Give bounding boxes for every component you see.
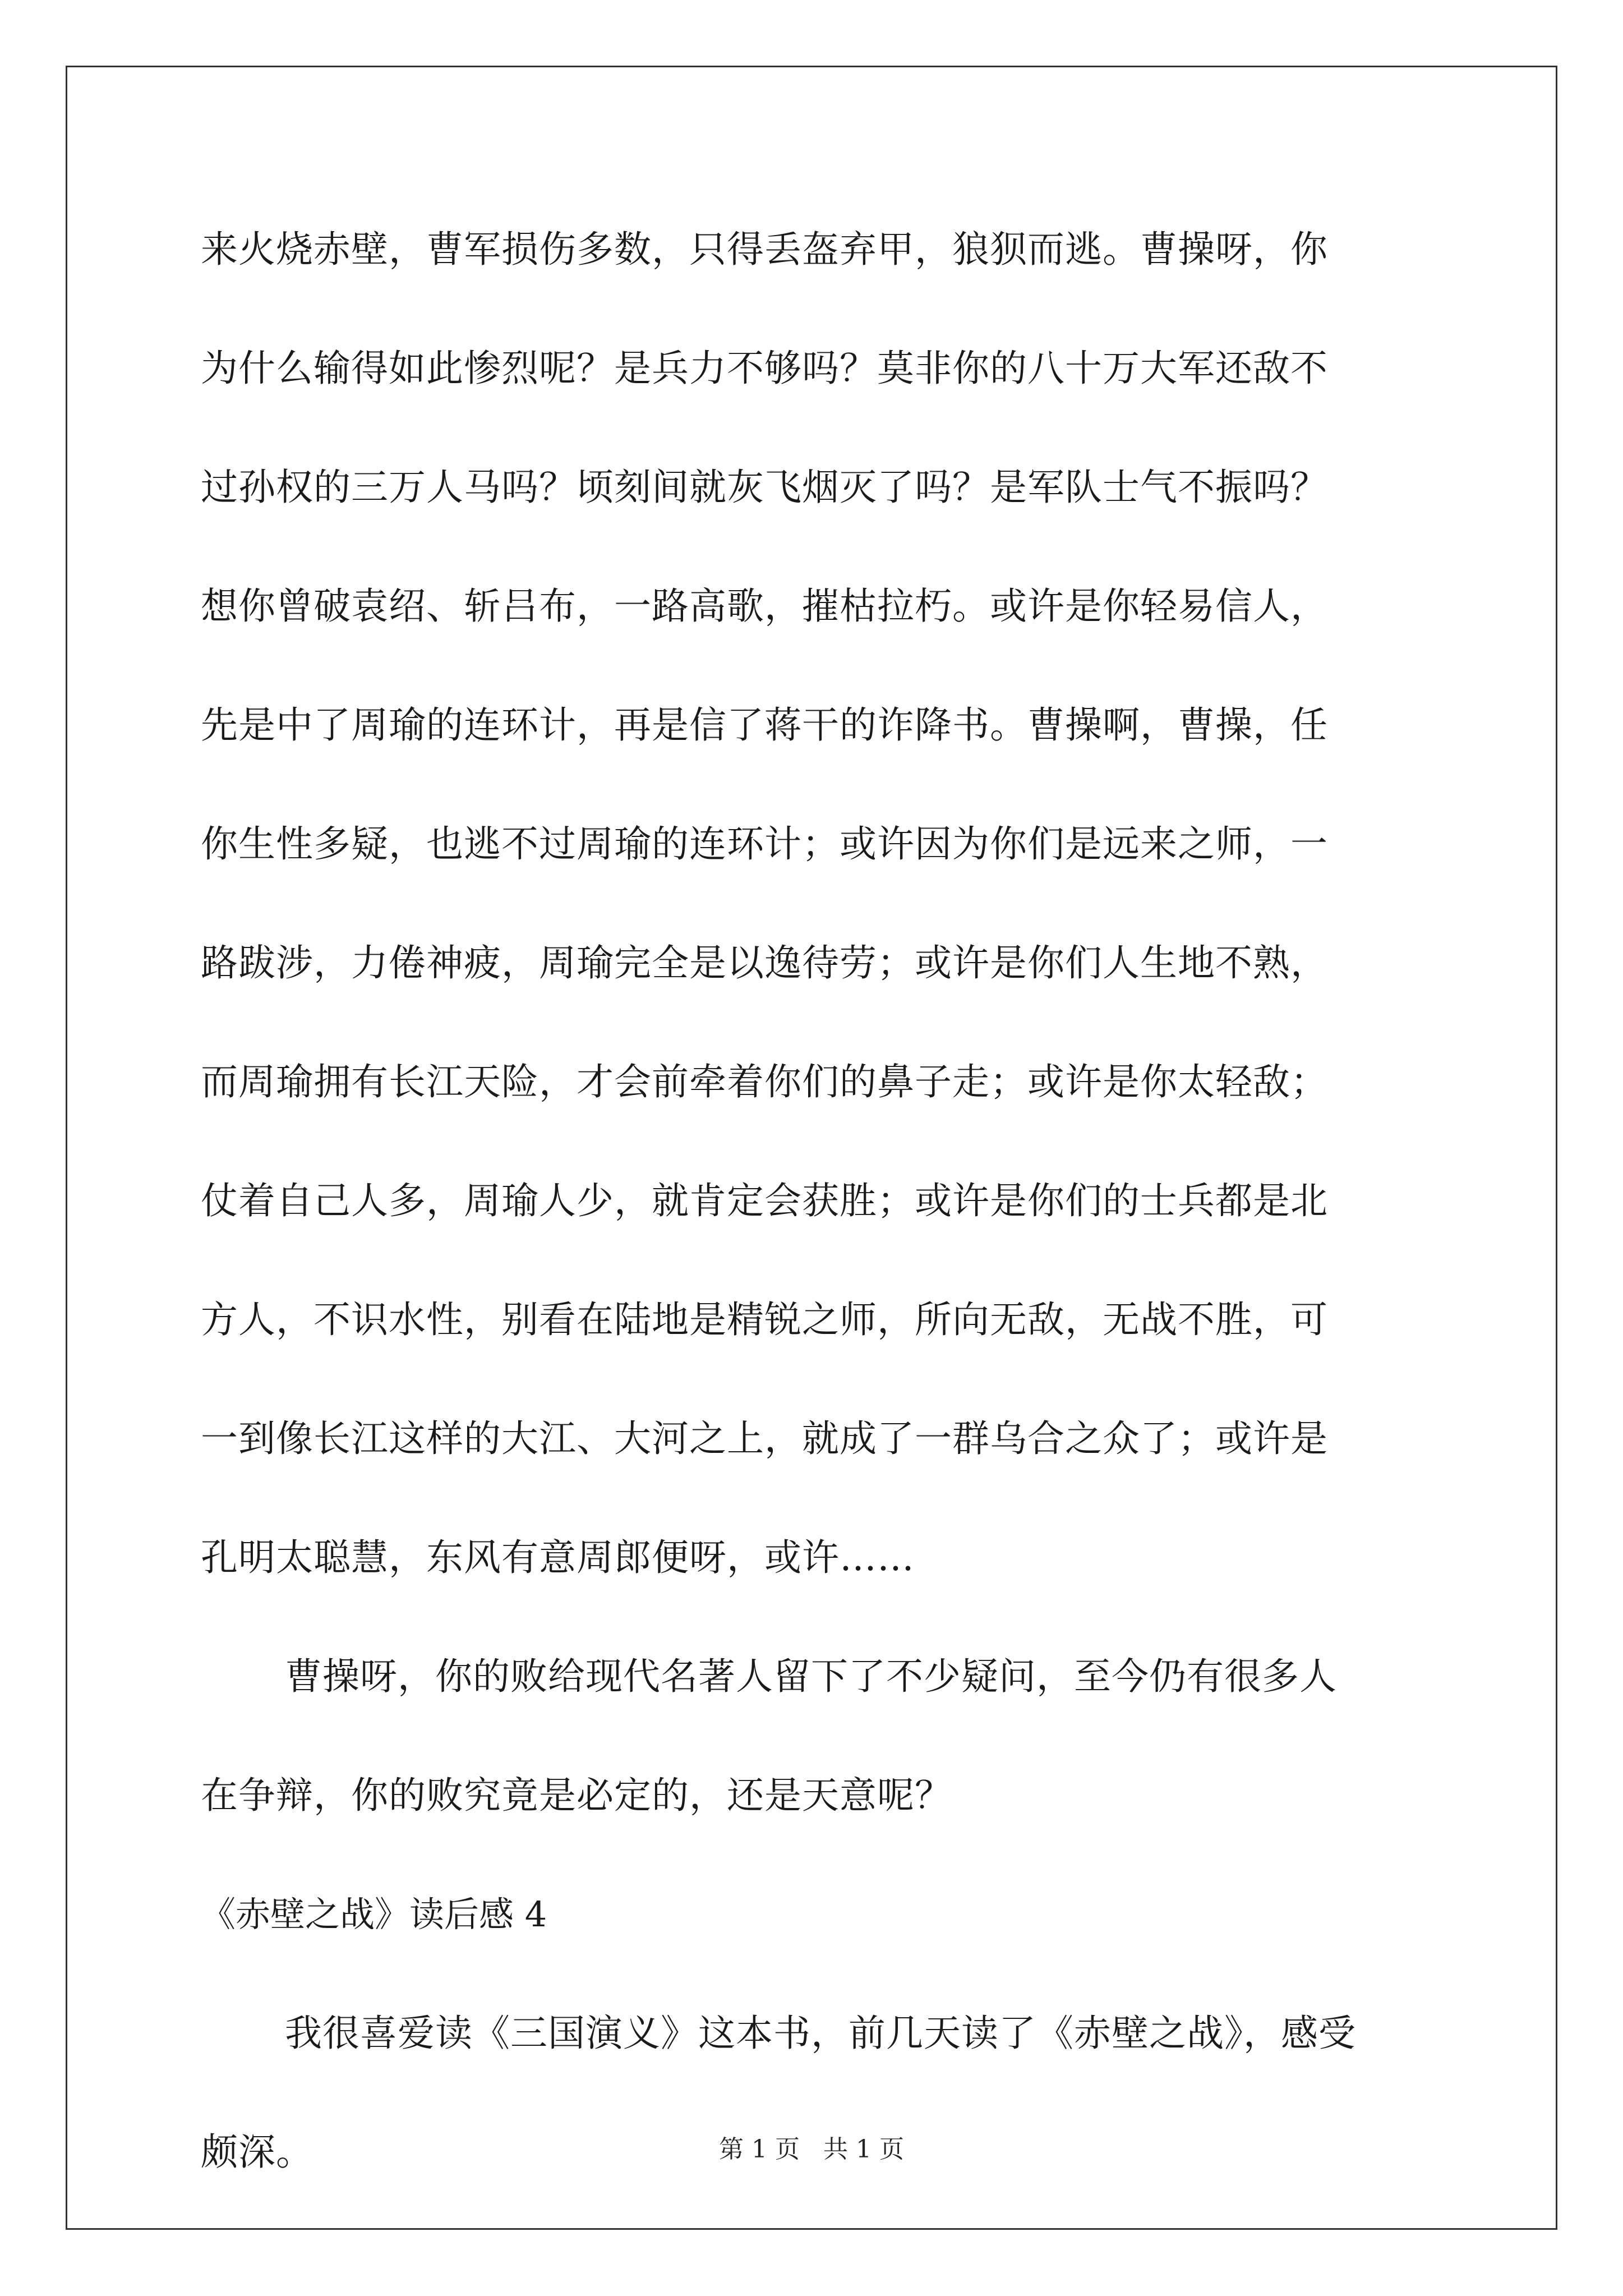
document-body	[201, 213, 1435, 2235]
page-number-footer: 第 1 页 共 1 页	[719, 2135, 904, 2164]
paragraph-first-line: 曹操呀，你的败给现代名著人留下了不少疑问，至今仍有很多人	[285, 1655, 1337, 1698]
body-line: 先是中了周瑜的连环计，再是信了蒋干的诈降书。曹操啊，曹操，任	[201, 703, 1328, 747]
body-line: 想你曾破袁绍、斩吕布，一路高歌，摧枯拉朽。或许是你轻易信人，	[201, 585, 1328, 628]
body-line: 在争辩，你的败究竟是必定的，还是天意呢？	[201, 1774, 952, 1817]
body-line: 为什么输得如此惨烈呢？是兵力不够吗？莫非你的八十万大军还敌不	[201, 347, 1328, 390]
body-line: 路跋涉，力倦神疲，周瑜完全是以逸待劳；或许是你们人生地不熟，	[201, 941, 1328, 984]
body-line: 过孙权的三万人马吗？顷刻间就灰飞烟灭了吗？是军队士气不振吗？	[201, 466, 1328, 509]
paragraph-first-line: 我很喜爱读《三国演义》这本书，前几天读了《赤壁之战》，感受	[285, 2012, 1356, 2055]
body-line: 一到像长江这样的大江、大河之上，就成了一群乌合之众了；或许是	[201, 1417, 1328, 1460]
body-line: 而周瑜拥有长江天险，才会前牵着你们的鼻子走；或许是你太轻敌；	[201, 1060, 1328, 1103]
body-line: 来火烧赤壁，曹军损伤多数，只得丢盔弃甲，狼狈而逃。曹操呀，你	[201, 228, 1328, 271]
body-line: 你生性多疑，也逃不过周瑜的连环计；或许因为你们是远来之师，一	[201, 822, 1328, 866]
section-heading: 《赤壁之战》读后感 4	[201, 1894, 547, 1935]
body-line: 颇深。	[201, 2131, 313, 2174]
body-line: 方人，不识水性，别看在陆地是精锐之师，所向无敌，无战不胜，可	[201, 1298, 1328, 1341]
body-line: 仗着自己人多，周瑜人少，就肯定会获胜；或许是你们的士兵都是北	[201, 1179, 1328, 1222]
body-line: 孔明太聪慧，东风有意周郎便呀，或许……	[201, 1536, 915, 1579]
